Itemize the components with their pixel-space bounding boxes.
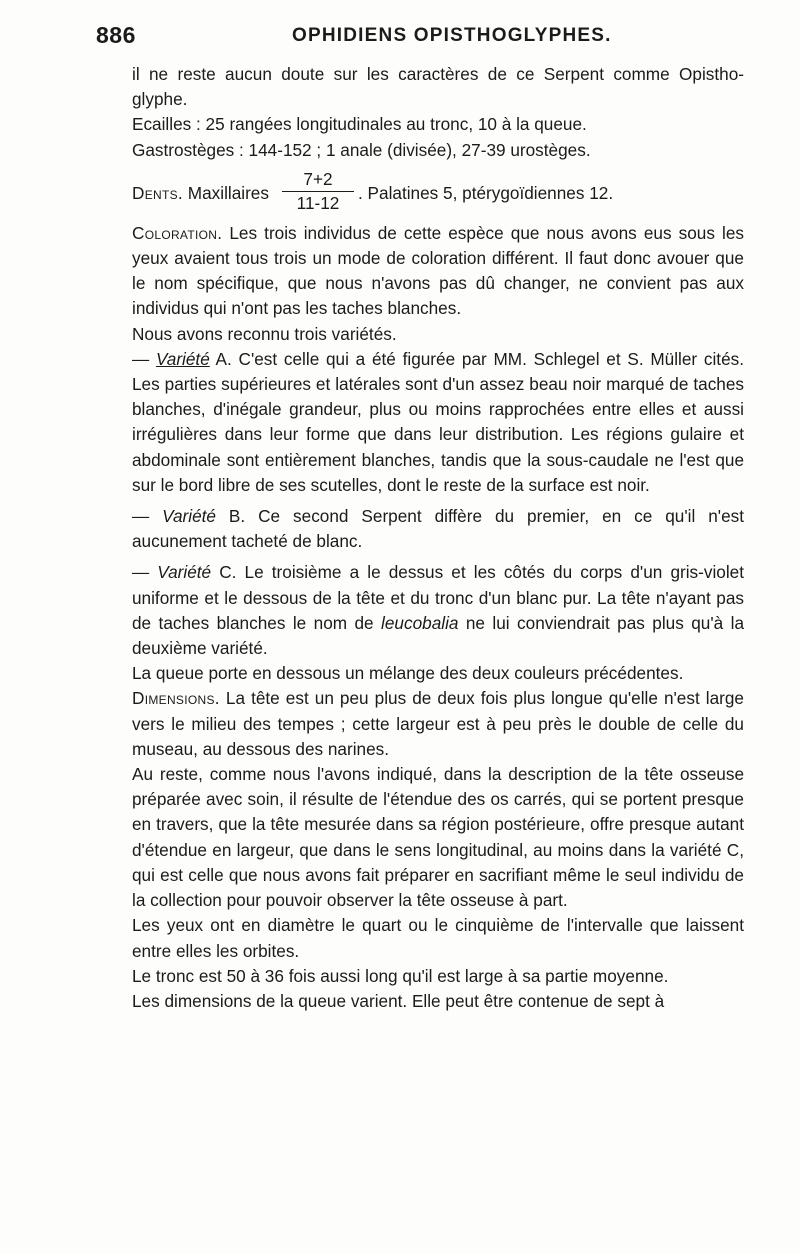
variete-b-letter: B. xyxy=(215,506,246,527)
variete-a-label: Variété xyxy=(155,348,210,369)
page-header xyxy=(96,20,736,60)
paragraph-queue: La queue porte en dessous un mélange des deux couleurs précédentes. xyxy=(132,663,684,684)
dimensions-label: Dimensions. xyxy=(132,688,220,709)
paragraph-variete-b xyxy=(132,504,744,554)
paragraph-yeux: Les yeux ont en diamètre le quart ou le cinquième de l'intervalle que laissent entre elles les orbites. xyxy=(132,915,744,961)
variete-a-dash: — xyxy=(132,348,156,369)
dents-maxillaires: Maxillaires xyxy=(187,182,269,203)
coloration-text: Les trois individus de cette espèce que nous avons eus sous les yeux avaient tous trois un mode de coloration différent. Il faut donc avouer que le nom spécifique, que nous n'avons pas dû changer, ne convient pas aux individus qui n'ont pas les taches blanches. xyxy=(132,222,744,319)
dimensions-text: La tête est un peu plus de deux fois plus longue qu'elle n'est large vers le milieu des tempes ; cette largeur est à peu près le double de celle du museau, au dessous des narines. xyxy=(132,688,744,759)
page-number: 886 xyxy=(96,22,136,48)
running-title: OPHIDIENS OPISTHOGLYPHES. xyxy=(292,25,612,46)
variete-c-letter: C. xyxy=(211,562,237,583)
variete-c-text-after: ne lui conviendrait pas plus qu'à la deuxième variété. xyxy=(132,612,744,659)
paragraph-gastrosteges: Gastrostèges : 144-152 ; 1 anale (divisée), 27-39 urostèges. xyxy=(132,139,591,160)
paragraph-queue-dimensions: Les dimensions de la queue varient. Elle peut être contenue de sept à xyxy=(132,990,665,1011)
dents-fraction xyxy=(282,169,354,213)
variete-c-leucobalia: leucobalia xyxy=(381,612,459,633)
dents-denominator: 11-12 xyxy=(296,192,340,213)
variete-c-text-before: Le troisième a le dessus et les côtés du corps d'un gris-violet uniforme et le dessous de la tête et du tronc d'un blanc pur. La tête n'ayant pas de taches blanches le nom de xyxy=(132,562,744,633)
variete-a-text: C'est celle qui a été figurée par MM. Schlegel et S. Müller cités. Les parties supérieures et latérales sont d'un assez beau noir marqué de taches blanches, d'inégale grandeur, plus ou moins rapprochées entre elles et aussi irrégulières dans leur forme que dans leur distribution. Les régions gulaire et abdominale sont entièrement blanches, tandis que la sous-caudale ne l'est que sur le bord libre de ses scutelles, dont le reste de la surface est noir. xyxy=(132,348,744,495)
variete-b-dash: — xyxy=(132,506,163,527)
variete-c-dash: — xyxy=(132,562,158,583)
fraction-bar xyxy=(282,191,354,192)
paragraph-varietes: Nous avons reconnu trois variétés. xyxy=(132,323,397,344)
dents-label: Dents. xyxy=(132,182,183,203)
dents-tail: . Palatines 5, ptérygoïdiennes 12. xyxy=(358,182,614,203)
paragraph-opisthoglyphe: il ne reste aucun doute sur les caractères de ce Serpent comme Opistho-glyphe. xyxy=(132,64,744,110)
paragraph-variete-a xyxy=(132,347,744,498)
coloration-label: Coloration. xyxy=(132,222,223,243)
page-body xyxy=(132,62,744,1014)
paragraph-dimensions xyxy=(132,686,744,762)
paragraph-ecailles: Ecailles : 25 rangées longitudinales au tronc, 10 à la queue. xyxy=(132,114,587,135)
variete-b-label: Variété xyxy=(162,506,216,527)
variete-a-letter: A. xyxy=(209,348,232,369)
paragraph-coloration xyxy=(132,221,744,322)
variete-c-label: Variété xyxy=(157,562,212,583)
dents-lead xyxy=(132,181,269,206)
paragraph-variete-c xyxy=(132,560,744,661)
dents-numerator: 7+2 xyxy=(303,168,333,189)
dents-formula xyxy=(132,169,744,217)
paragraph-tronc: Le tronc est 50 à 36 fois aussi long qu'il est large à sa partie moyenne. xyxy=(132,965,669,986)
variete-b-text: Ce second Serpent diffère du premier, en ce qu'il n'est aucunement tacheté de blanc. xyxy=(132,506,744,552)
paragraph-au-reste: Au reste, comme nous l'avons indiqué, dans la description de la tête osseuse préparée avec soin, il résulte de l'étendue des os carrés, qui se portent presque en travers, que la tête mesurée dans sa région postérieure, offre presque autant d'étendue en largeur, que dans le sens longitudinal, au moins dans la variété C, qui est celle que nous avons fait préparer en sacrifiant même le seul individu de la collection pour pouvoir observer la tête osseuse à part. xyxy=(132,764,744,911)
